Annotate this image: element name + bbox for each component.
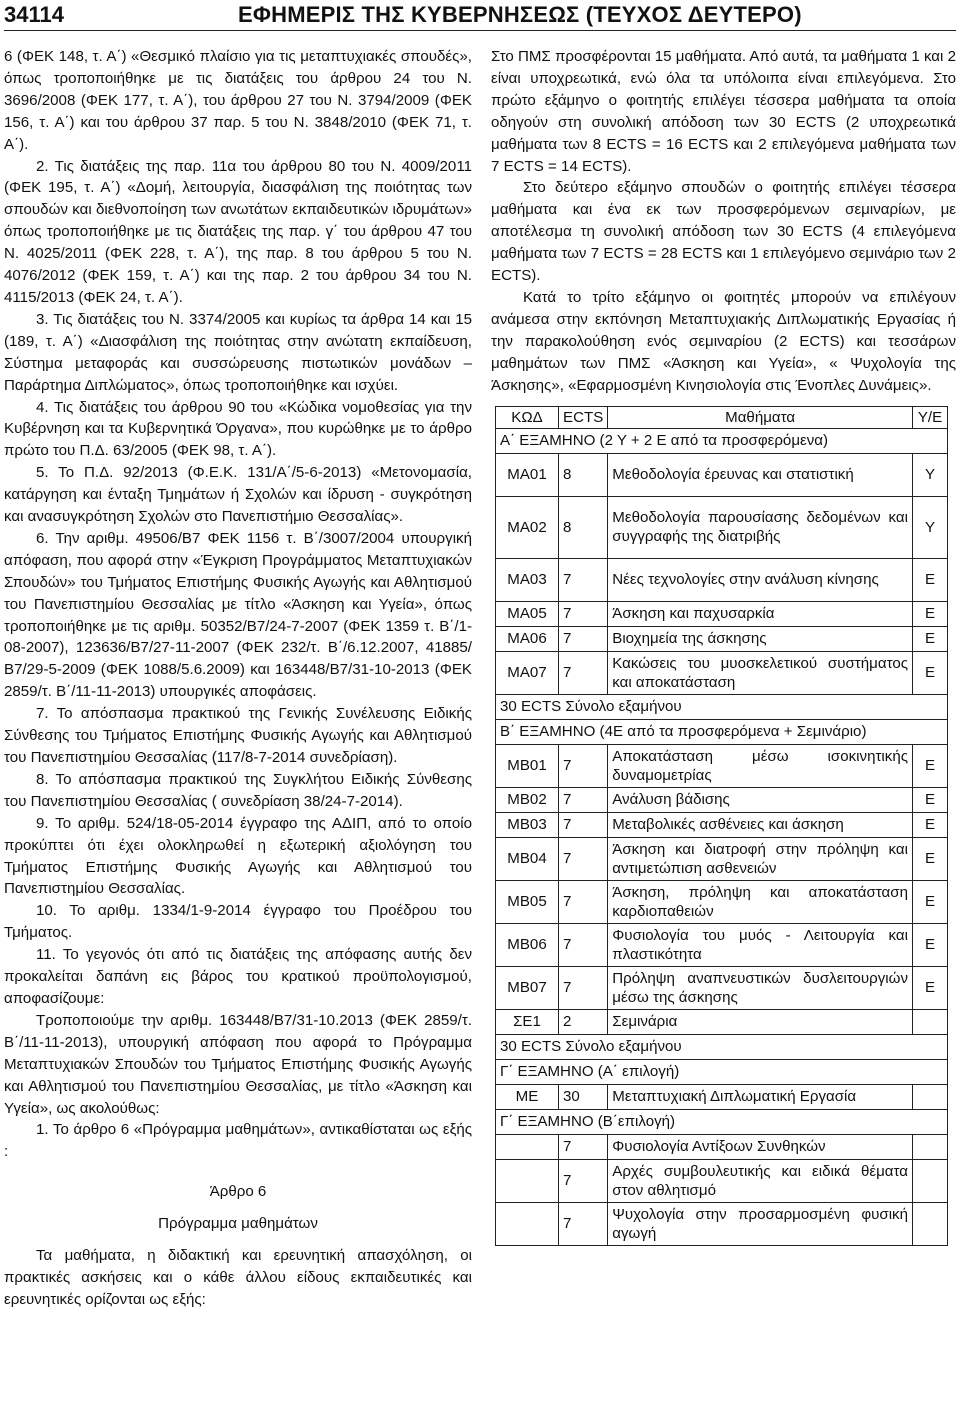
- semester-title: Β΄ ΕΞΑΜΗΝΟ (4Ε από τα προσφερόμενα + Σεμινάριο): [496, 719, 948, 744]
- table-row: [496, 812, 948, 837]
- semester-row: [496, 428, 948, 453]
- semester-title: Α΄ ΕΞΑΜΗΝΟ (2 Υ + 2 Ε από τα προσφερόμενα): [496, 428, 948, 453]
- course-ects: 7: [559, 880, 608, 923]
- semester-total: 30 ECTS Σύνολο εξαμήνου: [496, 694, 948, 719]
- table-row: [496, 1159, 948, 1202]
- course-name: Βιοχημεία της άσκησης: [608, 626, 913, 651]
- course-code: ΜΒ06: [496, 923, 559, 966]
- course-ects: 7: [559, 787, 608, 812]
- semester-total-row: [496, 694, 948, 719]
- course-ects: 8: [559, 496, 608, 558]
- course-code: ΜΒ01: [496, 744, 559, 787]
- course-code: ΜΑ03: [496, 558, 559, 601]
- course-type: Ε: [913, 880, 948, 923]
- course-name: Κακώσεις του μυοσκελετικού συστήματος και αποκατάσταση: [608, 651, 913, 694]
- course-type: Ε: [913, 923, 948, 966]
- course-ects: 8: [559, 453, 608, 496]
- table-row: [496, 1084, 948, 1109]
- course-name: Ανάλυση βάδισης: [608, 787, 913, 812]
- gazette-title: ΕΦΗΜΕΡΙΣ ΤΗΣ ΚΥΒΕΡΝΗΣΕΩΣ (ΤΕΥΧΟΣ ΔΕΥΤΕΡΟ): [238, 2, 802, 27]
- paragraph: Κατά το τρίτο εξάμηνο οι φοιτητές μπορούν να επιλέγουν ανάμεσα στην εκπόνηση Μεταπτυχιακής Διπλωματικής Εργασίας ή την παρακολούθηση ενός σεμιναρίου (2 ECTS) και τεσσάρων μαθημάτων των ΠΜΣ «Άσκηση και Υγεία», « Ψυχολογία της Άσκησης», «Εφαρμοσμένη Κινησιολογία στις Ένοπλες Δυνάμεις».: [491, 288, 956, 394]
- course-ects: 7: [559, 812, 608, 837]
- course-type: Ε: [913, 744, 948, 787]
- page-number: 34114: [4, 2, 64, 27]
- course-name: Φυσιολογία Αντίξοων Συνθηκών: [608, 1134, 913, 1159]
- column-header: Μαθήματα: [608, 406, 913, 428]
- course-ects: 7: [559, 558, 608, 601]
- paragraph: 7. Το απόσπασμα πρακτικού της Γενικής Συνέλευσης Ειδικής Σύνθεσης του Τμήματος Επιστήμης Φυσικής Αγωγής και Αθλητισμού του Πανεπιστημίου Θεσσαλίας (117/8-7-2014 συνεδρίαση).: [4, 705, 472, 766]
- table-row: [496, 1009, 948, 1034]
- course-type: [913, 1134, 948, 1159]
- paragraph: 5. Το Π.Δ. 92/2013 (Φ.Ε.Κ. 131/Α΄/5-6-2013) «Μετονομασία, κατάργηση και ένταξη Τμημάτων ή Σχολών και ίδρυση - συγκρότηση και ανασυγκρότηση Σχολών στο Πανεπιστήμιο Θεσσαλίας».: [4, 464, 472, 526]
- paragraph: 6. Την αριθμ. 49506/Β7 ΦΕΚ 1156 τ. Β΄/3007/2004 υπουργική απόφαση, που αφορά στην «Έγκριση Προγράμματος Μεταπτυχιακών Σπουδών» του Τμήματος Επιστήμης Φυσικής Αγωγής και Αθλητισμού του Πανεπιστημίου Θεσσαλίας με τίτλο «Άσκηση και Υγεία», όπως τροποποιήθηκε με τις αριθμ. 50352/Β7/24-7-2007 (ΦΕΚ 1359 τ. Β΄/1-08-2007), 123636/Β7/27-11-2007 (ΦΕΚ 232/τ. Β΄/6.12.2007, 41885/Β7/29-5-2009 (ΦΕΚ 1088/5.6.2009) και 163448/Β7/31-10-2013 (ΦΕΚ 2859/τ. Β΄/11-11-2013) υπουργικές αποφάσεις.: [4, 529, 472, 701]
- course-name: Φυσιολογία του μυός - Λειτουργία και πλαστικότητα: [608, 923, 913, 966]
- table-row: [496, 453, 948, 496]
- course-ects: 7: [559, 1159, 608, 1202]
- course-code: ΜΒ05: [496, 880, 559, 923]
- course-name: Μεθοδολογία έρευνας και στατιστική: [608, 453, 913, 496]
- course-ects: 7: [559, 744, 608, 787]
- course-code: ΜΑ05: [496, 601, 559, 626]
- left-column: [4, 46, 472, 1311]
- semester-title: Γ΄ ΕΞΑΜΗΝΟ (Α΄ επιλογή): [496, 1059, 948, 1084]
- course-code: ΜΒ03: [496, 812, 559, 837]
- course-ects: 7: [559, 601, 608, 626]
- course-type: [913, 1159, 948, 1202]
- course-type: [913, 1202, 948, 1245]
- course-type: Ε: [913, 558, 948, 601]
- table-row: [496, 1202, 948, 1245]
- course-type: Ε: [913, 626, 948, 651]
- course-code: ΣΕ1: [496, 1009, 559, 1034]
- course-code: ΜΑ02: [496, 496, 559, 558]
- course-name: Μεθοδολογία παρουσίασης δεδομένων και συγγραφής της διατριβής: [608, 496, 913, 558]
- paragraph: Στο δεύτερο εξάμηνο σπουδών ο φοιτητής επιλέγει τέσσερα μαθήματα και ένα εκ των προσφερόμενων σεμιναρίων, με αποτέλεσμα τη συνολική απόδοση των 30 ECTS (4 επιλεγόμενα μαθήματα των 7 ECTS = 28 ECTS και 1 επιλεγόμενο σεμινάριο των 2 ECTS).: [491, 179, 956, 285]
- table-row: [496, 923, 948, 966]
- paragraph: 11. Το γεγονός ότι από τις διατάξεις της απόφασης αυτής δεν προκαλείται δαπάνη εις βάρος του κρατικού προϋπολογισμού, αποφασίζουμε:: [4, 946, 472, 1007]
- table-row: [496, 744, 948, 787]
- semester-row: [496, 719, 948, 744]
- course-ects: 7: [559, 1134, 608, 1159]
- course-name: Αποκατάσταση μέσω ισοκινητικής δυναμομετρίας: [608, 744, 913, 787]
- course-type: Ε: [913, 966, 948, 1009]
- article-title: Άρθρο 6: [209, 1183, 267, 1201]
- course-name: Νέες τεχνολογίες στην ανάλυση κίνησης: [608, 558, 913, 601]
- course-ects: 7: [559, 626, 608, 651]
- course-name: Μεταπτυχιακή Διπλωματική Εργασία: [608, 1084, 913, 1109]
- course-type: Ε: [913, 837, 948, 880]
- page-header: [0, 0, 960, 34]
- course-ects: 7: [559, 923, 608, 966]
- paragraph: Τροποποιούμε την αριθμ. 163448/Β7/31-10.2013 (ΦΕΚ 2859/τ. Β΄/11-11-2013), υπουργική απόφαση που αφορά το Πρόγραμμα Μεταπτυχιακών Σπουδών του Τμήματος Επιστήμης Φυσικής Αγωγής και Αθλητισμού του Πανεπιστημίου Θεσσαλίας, με τίτλο «Άσκηση και Υγεία», ως ακολούθως:: [4, 1011, 472, 1117]
- course-ects: 30: [559, 1084, 608, 1109]
- course-ects: 7: [559, 1202, 608, 1245]
- course-code: [496, 1159, 559, 1202]
- table-row: [496, 787, 948, 812]
- course-code: ΜΑ07: [496, 651, 559, 694]
- course-type: Υ: [913, 496, 948, 558]
- semester-total: 30 ECTS Σύνολο εξαμήνου: [496, 1034, 948, 1059]
- column-header: ECTS: [559, 406, 608, 428]
- course-type: [913, 1009, 948, 1034]
- semester-row: [496, 1059, 948, 1084]
- article-subtitle: Πρόγραμμα μαθημάτων: [158, 1215, 318, 1233]
- paragraph: 4. Τις διατάξεις του άρθρου 90 του «Κώδικα νομοθεσίας για την Κυβέρνηση και τα Κυβερνητικά Όργανα», που κυρώθηκε με το άρθρο πρώτο του Π.Δ. 63/2005 (ΦΕΚ 98, τ. Α΄).: [4, 398, 472, 460]
- table-row: [496, 966, 948, 1009]
- column-header: Υ/Ε: [913, 406, 948, 428]
- course-code: ΜΑ06: [496, 626, 559, 651]
- course-ects: 7: [559, 651, 608, 694]
- course-type: Ε: [913, 787, 948, 812]
- course-name: Αρχές συμβουλευτικής και ειδικά θέματα στον αθλητισμό: [608, 1159, 913, 1202]
- semester-total-row: [496, 1034, 948, 1059]
- course-name: Άσκηση και παχυσαρκία: [608, 601, 913, 626]
- table-row: [496, 651, 948, 694]
- column-header: ΚΩΔ: [496, 406, 559, 428]
- course-ects: 7: [559, 966, 608, 1009]
- paragraph: 10. Το αριθμ. 1334/1-9-2014 έγγραφο του Προέδρου του Τμήματος.: [4, 902, 472, 942]
- semester-title: Γ΄ ΕΞΑΜΗΝΟ (Β΄επιλογή): [496, 1109, 948, 1134]
- course-type: Ε: [913, 812, 948, 837]
- table-row: [496, 626, 948, 651]
- table-row: [496, 601, 948, 626]
- course-name: Πρόληψη αναπνευστικών δυσλειτουργιών μέσω της άσκησης: [608, 966, 913, 1009]
- course-code: ΜΑ01: [496, 453, 559, 496]
- course-code: ΜΒ02: [496, 787, 559, 812]
- table-row: [496, 1134, 948, 1159]
- course-ects: 2: [559, 1009, 608, 1034]
- table-row: [496, 880, 948, 923]
- header-rule: [4, 30, 956, 31]
- course-code: ΜΕ: [496, 1084, 559, 1109]
- paragraph: 8. Το απόσπασμα πρακτικού της Συγκλήτου Ειδικής Σύνθεσης του Πανεπιστημίου Θεσσαλίας ( συνεδρίαση 38/24-7-2014).: [4, 770, 472, 810]
- course-name: Άσκηση και διατροφή στην πρόληψη και αντιμετώπιση ασθενειών: [608, 837, 913, 880]
- table-row: [496, 558, 948, 601]
- course-ects: 7: [559, 837, 608, 880]
- course-code: [496, 1134, 559, 1159]
- course-type: Υ: [913, 453, 948, 496]
- paragraph: Στο ΠΜΣ προσφέρονται 15 μαθήματα. Από αυτά, τα μαθήματα 1 και 2 είναι υποχρεωτικά, ενώ όλα τα υπόλοιπα είναι επιλεγόμενα. Στο πρώτο εξάμηνο ο φοιτητής επιλέγει τέσσερα μαθήματα τα οποία οδηγούν στη συνολική απόδοση των 30 ECTS (2 υποχρεωτικά μαθήματα των 8 ECTS = 16 ECTS και 2 επιλεγόμενα μαθήματα των 7 ECTS = 14 ECTS).: [491, 48, 956, 175]
- table-row: [496, 837, 948, 880]
- course-name: Σεμινάρια: [608, 1009, 913, 1034]
- course-code: [496, 1202, 559, 1245]
- course-name: Μεταβολικές ασθένειες και άσκηση: [608, 812, 913, 837]
- paragraph: 2. Τις διατάξεις της παρ. 11α του άρθρου 80 του Ν. 4009/2011 (ΦΕΚ 195, τ. Α΄) «Δομή, λειτουργία, διασφάλιση της ποιότητας των σπουδών και διεθνοποίηση των ανωτάτων εκπαιδευτικών ιδρυμάτων» όπως τροποποιήθηκε με τις διατάξεις της παρ. γ΄ του άρθρου 47 του Ν. 4025/2011 (ΦΕΚ 228, τ. Α΄), της παρ. 8 του άρθρου 5 του Ν. 4076/2012 (ΦΕΚ 159, τ. Α΄) και της παρ. 2 του άρθρου 34 του Ν. 4115/2013 (ΦΕΚ 24, τ. Α΄).: [4, 157, 472, 306]
- course-table: [495, 406, 948, 1246]
- course-type: [913, 1084, 948, 1109]
- table-row: [496, 496, 948, 558]
- course-name: Άσκηση, πρόληψη και αποκατάσταση καρδιοπαθειών: [608, 880, 913, 923]
- right-column: [491, 46, 956, 1246]
- paragraph: Τα μαθήματα, η διδακτική και ερευνητική απασχόληση, οι πρακτικές ασκήσεις και ο κάθε άλλου είδους εκπαιδευτικές και ερευνητικές ορίζονται ως εξής:: [4, 1247, 472, 1308]
- paragraph: 1. Το άρθρο 6 «Πρόγραμμα μαθημάτων», αντικαθίσταται ως εξής :: [4, 1121, 472, 1161]
- paragraph: 6 (ΦΕΚ 148, τ. Α΄) «Θεσμικό πλαίσιο για τις μεταπτυχιακές σπουδές», όπως τροποποιήθηκε με τις διατάξεις του άρθρου 24 του Ν. 3696/2008 (ΦΕΚ 177, τ. Α΄), του άρθρου 27 του Ν. 3794/2009 (ΦΕΚ 156, τ. Α΄) και του άρθρου 37 παρ. 5 του Ν. 3848/2010 (ΦΕΚ 71, τ. Α΄).: [4, 48, 472, 153]
- course-code: ΜΒ04: [496, 837, 559, 880]
- course-type: Ε: [913, 651, 948, 694]
- table-header-row: [496, 406, 948, 428]
- paragraph: 9. Το αριθμ. 524/18-05-2014 έγγραφο της ΑΔΙΠ, από το οποίο προκύπτει ότι έχει ολοκληρωθεί η εξωτερική αξιολόγηση του Τμήματος Επιστήμης Φυσικής Αγωγής και Αθλητισμού του Πανεπιστημίου Θεσσαλίας.: [4, 814, 472, 898]
- semester-row: [496, 1109, 948, 1134]
- course-type: Ε: [913, 601, 948, 626]
- course-code: ΜΒ07: [496, 966, 559, 1009]
- course-name: Ψυχολογία στην προσαρμοσμένη φυσική αγωγή: [608, 1202, 913, 1245]
- paragraph: 3. Τις διατάξεις του Ν. 3374/2005 και κυρίως τα άρθρα 14 και 15 (189, τ. Α΄) «Διασφάλιση της ποιότητας στην ανώτατη εκπαίδευση, Σύστημα μεταφοράς και συσσώρευσης πιστωτικών μονάδων – Παράρτημα Διπλώματος», όπως τροποποιήθηκε και ισχύει.: [4, 310, 472, 394]
